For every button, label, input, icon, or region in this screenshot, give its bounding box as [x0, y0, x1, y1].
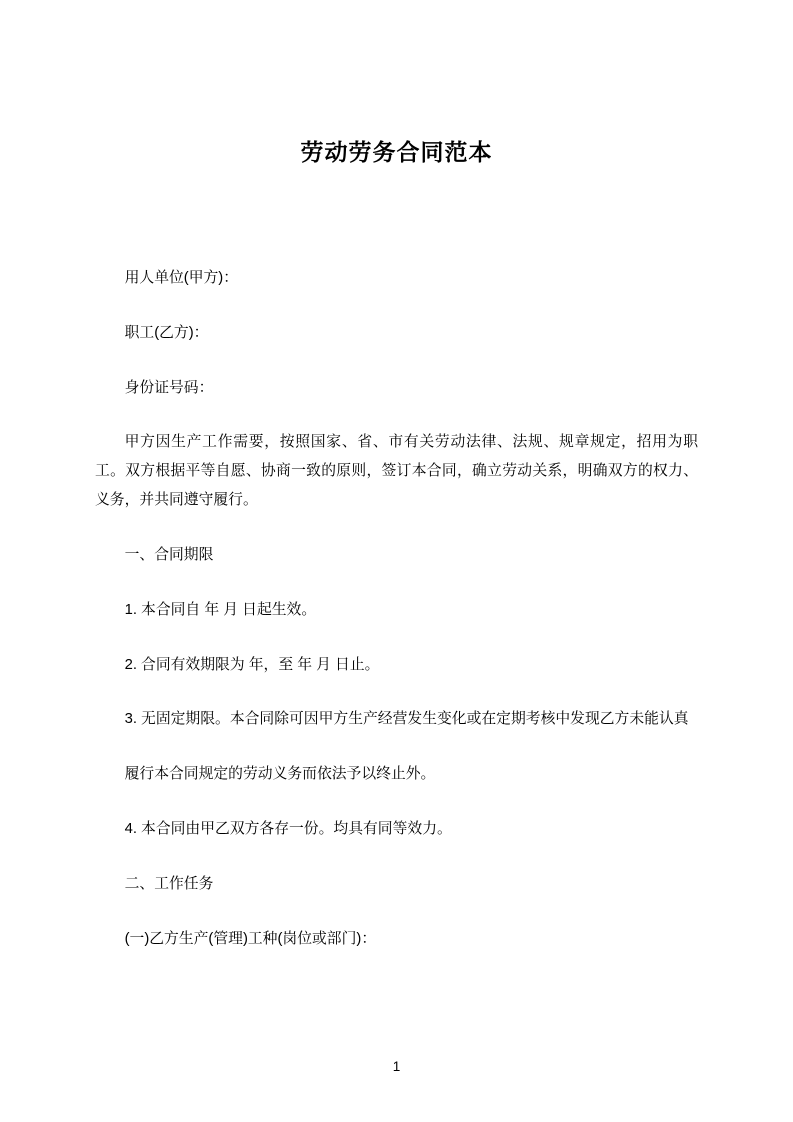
paragraph-employee: 职工(乙方)： [124, 324, 209, 341]
paragraph-clause-1-2: 2. 合同有效期限为 年，至 年 月 日止。 [124, 656, 380, 673]
paragraph-preamble: 甲方因生产工作需要，按照国家、省、市有关劳动法律、法规、规章规定，招用为职工。双方根据平等自愿、协商一致的原则，签订本合同，确立劳动关系，明确双方的权力、义务，并共同遵守履行。 [95, 434, 698, 509]
paragraph-clause-1-1: 1. 本合同自 年 月 日起生效。 [124, 601, 317, 618]
paragraph-clause-1-3-continued: 履行本合同规定的劳动义务而依法予以终止外。 [124, 766, 436, 783]
heading-section-1: 一、合同期限 [124, 546, 214, 563]
paragraph-id-number: 身份证号码： [124, 379, 214, 396]
page-title: 劳动劳务合同范本 [300, 139, 493, 165]
paragraph-clause-2-1: (一)乙方生产(管理)工种(岗位或部门)： [124, 930, 377, 947]
page-number: 1 [392, 1059, 401, 1074]
paragraph-clause-1-3: 3. 无固定期限。本合同除可因甲方生产经营发生变化或在定期考核中发现乙方未能认真 [124, 711, 689, 728]
heading-section-2: 二、工作任务 [124, 876, 214, 893]
paragraph-clause-1-4: 4. 本合同由甲乙双方各存一份。均具有同等效力。 [124, 821, 452, 838]
document-body [95, 264, 698, 954]
paragraph-employer: 用人单位(甲方)： [124, 269, 239, 286]
